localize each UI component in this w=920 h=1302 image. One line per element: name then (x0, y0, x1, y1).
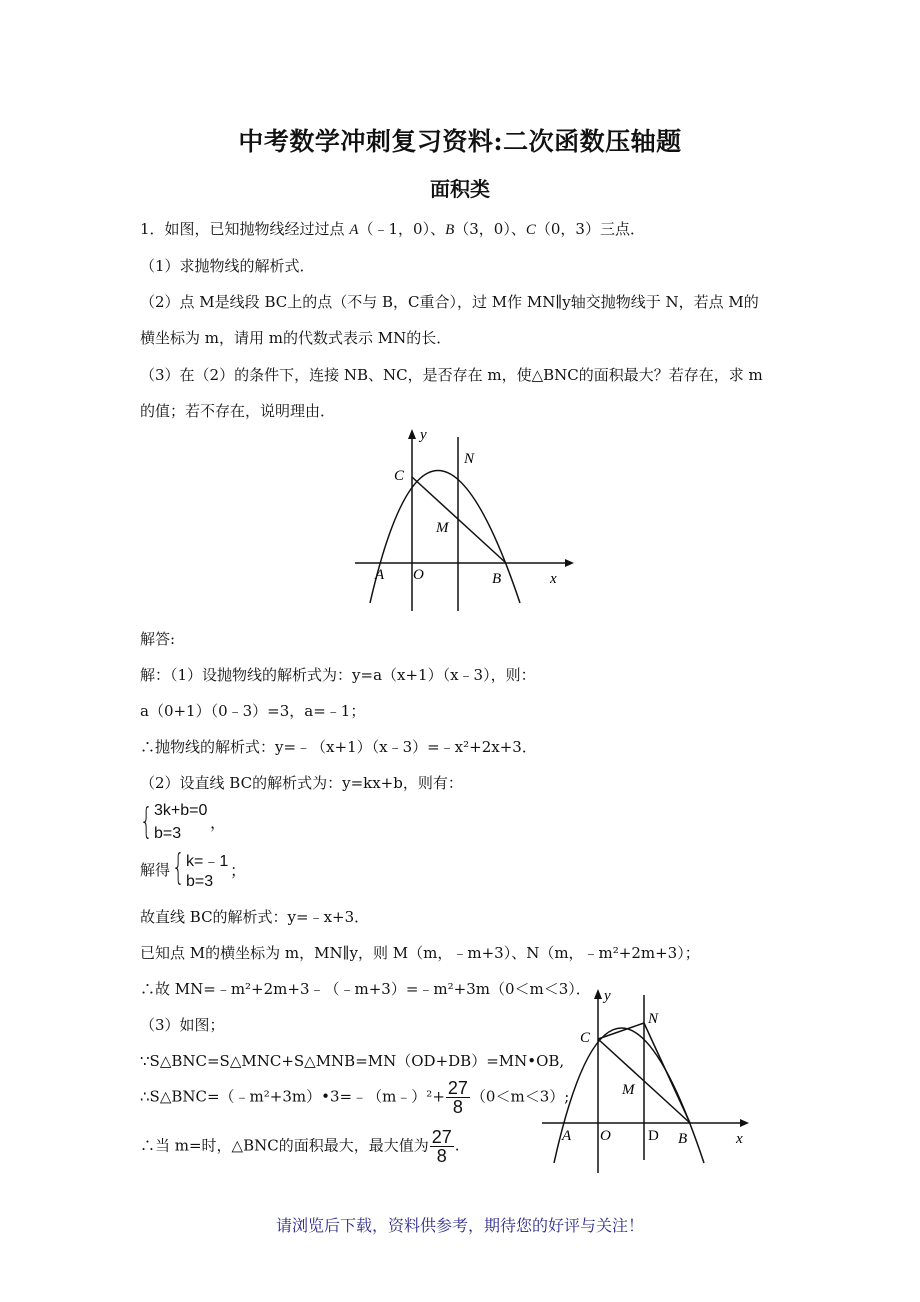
x-axis-arrow (565, 559, 574, 567)
segment-bc (412, 477, 506, 563)
solution-step-7: ∴故 MN=﹣m²+2m+3﹣（﹣m+3）=﹣m²+3m（0＜m＜3）． (140, 980, 591, 998)
label-n: N (464, 451, 475, 467)
problem-intro: 1．如图，已知抛物线经过过点 (140, 220, 350, 238)
question-2-line-2: 横坐标为 m，请用 m的代数式表示 MN的长． (140, 329, 452, 347)
fraction-numerator: 27 (431, 1127, 452, 1147)
label-o: O (413, 567, 424, 583)
system-2-row-2: b=3 (186, 873, 214, 890)
label-o: O (600, 1128, 611, 1144)
question-2-line-1: （2）点 M是线段 BC上的点（不与 B，C重合），过 M作 MN∥y轴交抛物线于 N，若点 M的 (140, 293, 759, 311)
system-1-row-1: 3k+b=0 (154, 802, 208, 819)
label-y: y (420, 427, 427, 443)
fraction-27-8-max (430, 1128, 454, 1165)
label-x: x (550, 571, 557, 587)
point-c-coord: （0，3）三点． (535, 220, 645, 238)
solution-step-9: ∵S△BNC=S△MNC+S△MNB=MN（OD+DB）=MN•OB, (140, 1052, 565, 1070)
label-m: M (622, 1082, 635, 1098)
point-b-coord: （3，0）、 (454, 220, 526, 238)
y-axis-arrow (408, 429, 416, 439)
label-c: C (580, 1030, 591, 1046)
solution-step-1: 解：（1）设抛物线的解析式为：y=a（x+1）（x﹣3），则： (140, 666, 536, 684)
label-m: M (436, 520, 449, 536)
system-1-row-2: b=3 (154, 825, 182, 842)
label-b: B (492, 571, 502, 587)
segment-nb (644, 1023, 690, 1123)
footer-note: 请浏览后下载，资料供参考，期待您的好评与关注！ (275, 1216, 644, 1235)
section-subtitle: 面积类 (430, 177, 490, 201)
problem-line-1 (140, 218, 645, 239)
system-2-row-1: k=﹣1 (186, 853, 229, 870)
segment-cn (598, 1023, 644, 1039)
question-3-line-2: 的值；若不存在，说明理由． (140, 402, 336, 420)
step-10-text: ∴S△BNC=（﹣m²+3m）•3=﹣（m﹣）²+ (140, 1087, 445, 1106)
page-title: 中考数学冲刺复习资料:二次函数压轴题 (238, 127, 682, 156)
brace-icon: { (172, 847, 185, 888)
label-b: B (678, 1131, 688, 1147)
label-x: x (736, 1131, 743, 1147)
solution-step-6: 已知点 M的横坐标为 m，MN∥y，则 M（m，﹣m+3）、N（m，﹣m²+2m+3）； (140, 944, 700, 962)
solution-heading: 解答: (140, 630, 176, 648)
point-c-label: C (525, 222, 536, 238)
fraction-numerator: 27 (447, 1078, 468, 1098)
figure-2-parabola (540, 985, 755, 1175)
question-3-line-1: （3）在（2）的条件下，连接 NB、NC，是否存在 m，使△BNC的面积最大？若存在，求 m (140, 366, 763, 384)
point-a-label: A (349, 222, 359, 238)
y-axis-arrow (594, 989, 602, 999)
question-1: （1）求抛物线的解析式． (140, 257, 315, 275)
fraction-denominator: 8 (452, 1097, 463, 1117)
step-10-range: （0＜m＜3）; (470, 1087, 570, 1106)
solution-step-3: ∴抛物线的解析式：y=﹣（x+1）（x﹣3）=﹣x²+2x+3． (140, 738, 537, 756)
point-a-coord: （﹣1，0）、 (358, 220, 446, 238)
step-11-text: ∴当 m=时，△BNC的面积最大，最大值为 (140, 1136, 429, 1155)
fraction-denominator: 8 (436, 1146, 447, 1166)
solve-label: 解得 (140, 861, 171, 879)
point-b-label: B (445, 222, 455, 238)
label-c: C (394, 468, 405, 484)
solution-step-5: 故直线 BC的解析式：y=﹣x+3． (140, 908, 370, 926)
solution-step-8: （3）如图； (140, 1016, 225, 1034)
equation-system-2 (172, 846, 262, 892)
label-a: A (375, 567, 385, 583)
label-d: D (648, 1128, 659, 1144)
fraction-27-8 (446, 1079, 470, 1116)
label-n: N (648, 1011, 659, 1027)
system-2-tail: ； (230, 863, 247, 880)
solution-step-2: a（0+1）（0﹣3）=3，a=﹣1； (140, 702, 366, 720)
brace-icon: { (140, 801, 153, 842)
figure-1-parabola (350, 425, 575, 615)
equation-system-1 (140, 800, 230, 846)
solution-step-10 (140, 1079, 569, 1116)
solution-step-4: （2）设直线 BC的解析式为：y=kx+b，则有： (140, 774, 463, 792)
label-y: y (604, 988, 611, 1004)
x-axis-arrow (740, 1119, 749, 1127)
solution-step-11 (140, 1128, 460, 1165)
step-11-end: . (454, 1136, 460, 1155)
label-a: A (562, 1128, 572, 1144)
system-1-tail: ， (210, 815, 227, 832)
